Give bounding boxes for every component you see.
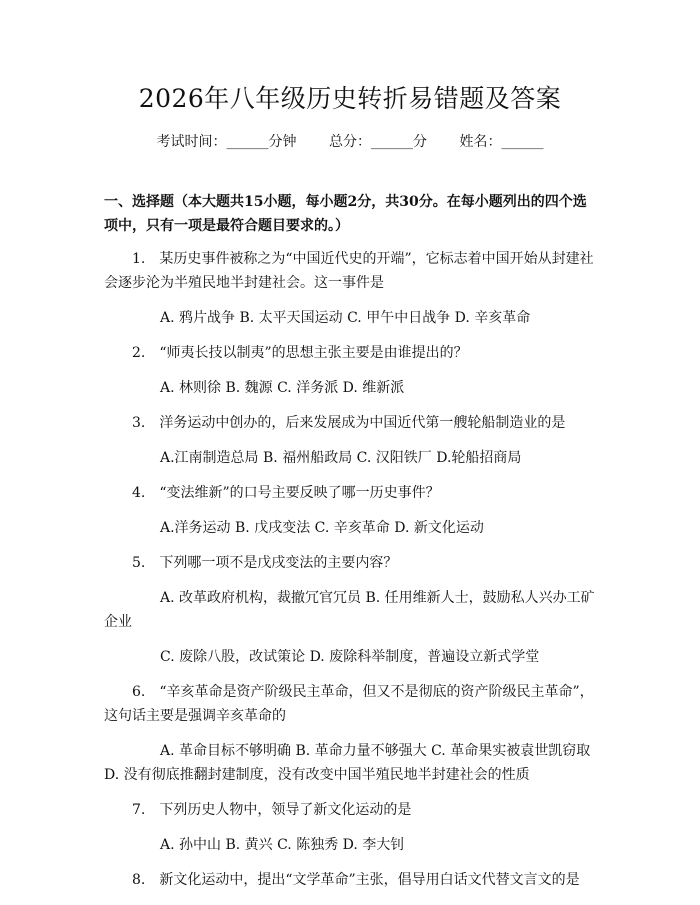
question-options: A.洋务运动 B. 戊戌变法 C. 辛亥革命 D. 新文化运动 [160, 520, 484, 536]
question-stem: 5. 下列哪一项不是戊戌变法的主要内容？ [132, 555, 398, 571]
question-options: A. 孙中山 B. 黄兴 C. 陈独秀 D. 李大钊 [160, 837, 405, 853]
question-7 [104, 798, 598, 857]
question-options: A. 林则徐 B. 魏源 C. 洋务派 D. 维新派 [160, 380, 405, 396]
exam-time-field: 考试时间：______分钟 [156, 134, 297, 150]
question-stem: 3. 洋务运动中创办的，后来发展成为中国近代第一艘轮船制造业的是 [132, 415, 566, 431]
question-stem: 1. 某历史事件被称之为“中国近代史的开端”，它标志着中国开始从封建社会逐步沦为半殖民地半封建社会。这一事件是 [104, 251, 594, 291]
section-heading: 一、选择题（本大题共15小题，每小题2分，共30分。在每小题列出的四个选项中，只有一项是最符合题目要求的。） [104, 194, 587, 234]
question-3 [104, 411, 598, 470]
page-title: 2026年八年级历史转折易错题及答案 [138, 84, 562, 113]
question-options: A.江南制造总局 B. 福州船政局 C. 汉阳铁厂 D.轮船招商局 [160, 450, 522, 466]
question-2 [104, 341, 598, 400]
question-options: A. 改革政府机构，裁撤冗官冗员 B. 任用维新人士，鼓励私人兴办工矿企业 [104, 590, 595, 630]
question-options-continued: C. 废除八股，改试策论 D. 废除科举制度，普遍设立新式学堂 [160, 649, 540, 665]
student-name-field: 姓名：______ [459, 134, 544, 150]
question-8 [104, 868, 598, 892]
question-5 [104, 551, 598, 669]
exam-info-line [0, 132, 700, 152]
question-options: A. 革命目标不够明确 B. 革命力量不够强大 C. 革命果实被袁世凯窃取 D. 没有彻底推翻封建制度，没有改变中国半殖民地半封建社会的性质 [104, 743, 591, 783]
question-options: A. 鸦片战争 B. 太平天国运动 C. 甲午中日战争 D. 辛亥革命 [160, 310, 531, 326]
question-stem: 8. 新文化运动中，提出“文学革命”主张，倡导用白话文代替文言文的是 [132, 872, 580, 888]
total-score-field: 总分：______分 [329, 134, 427, 150]
question-section [104, 190, 598, 903]
question-stem: 6. “辛亥革命是资产阶级民主革命，但又不是彻底的资产阶级民主革命”，这句话主要是强调辛亥革命的 [104, 684, 594, 724]
question-stem: 2. “师夷长技以制夷”的思想主张主要是由谁提出的？ [132, 345, 468, 361]
question-4 [104, 481, 598, 540]
question-stem: 4. “变法维新”的口号主要反映了哪一历史事件？ [132, 485, 440, 501]
question-6 [104, 680, 598, 787]
question-1 [104, 247, 598, 330]
question-stem: 7. 下列历史人物中，领导了新文化运动的是 [132, 802, 412, 818]
